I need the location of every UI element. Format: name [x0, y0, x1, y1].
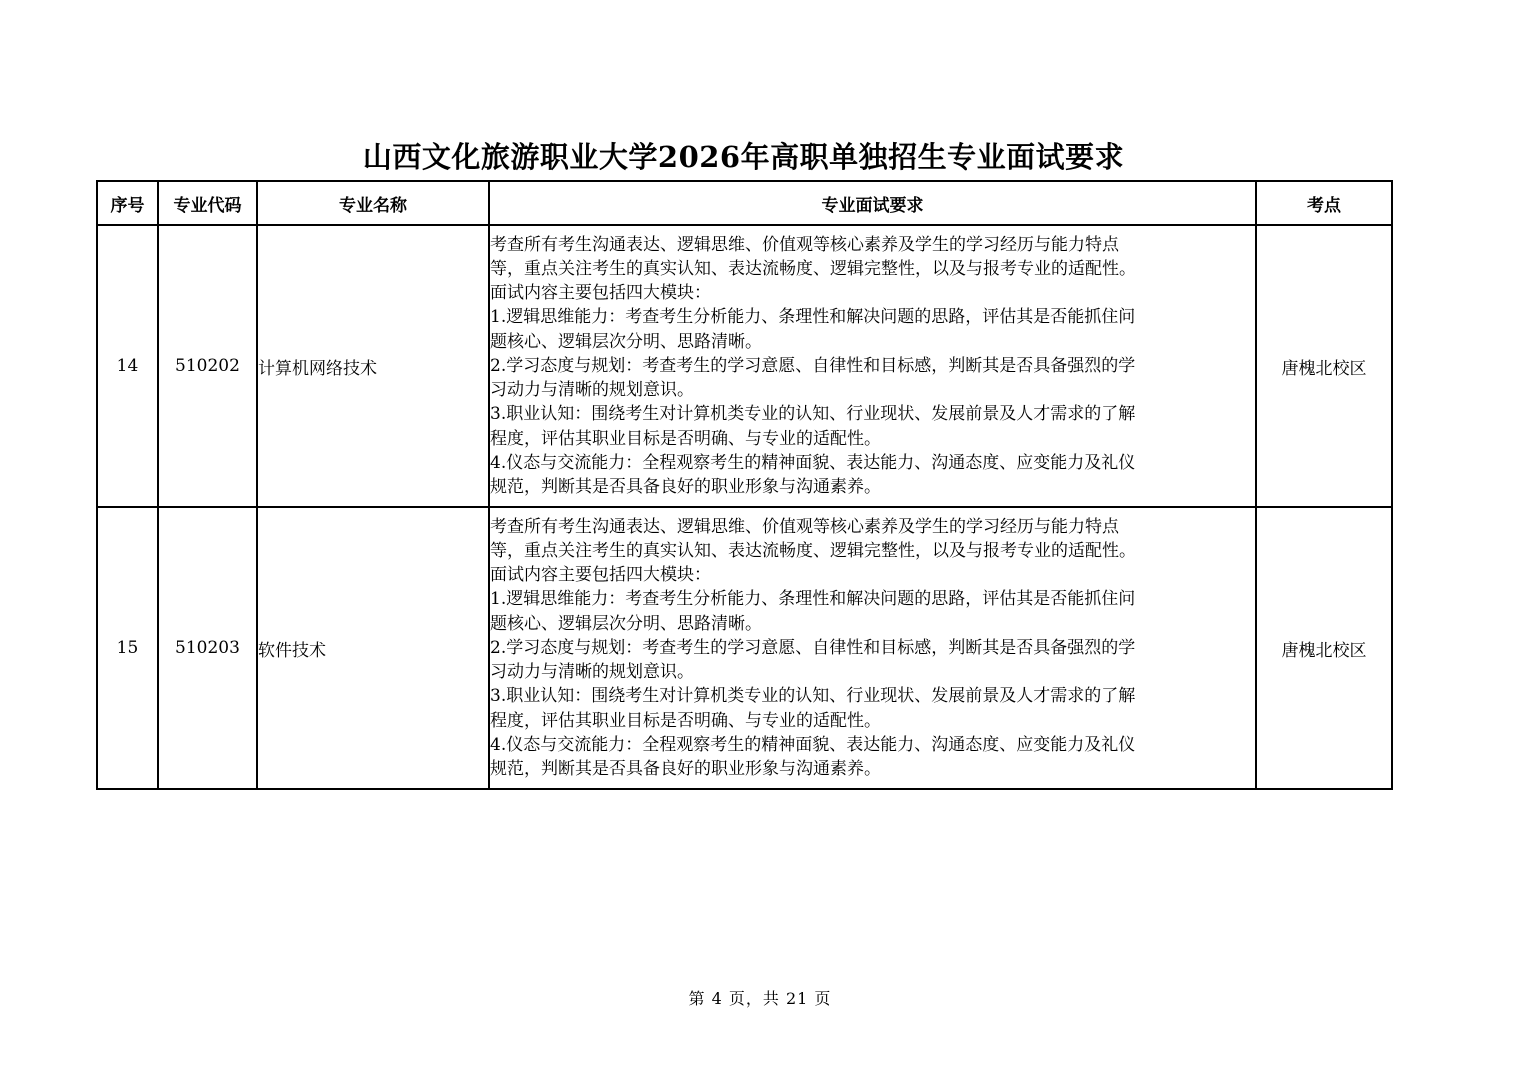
table-row	[97, 507, 1392, 789]
serial-number-cell: 14	[97, 225, 158, 507]
major-code-cell: 510202	[158, 225, 257, 507]
requirement-line: 习动力与清晰的规划意识。	[490, 380, 694, 401]
header-interview-requirements: 专业面试要求	[489, 181, 1256, 225]
requirement-line: 考查所有考生沟通表达、逻辑思维、价值观等核心素养及学生的学习经历与能力特点	[490, 516, 1119, 537]
requirement-line: 规范，判断其是否具备良好的职业形象与沟通素养。	[490, 758, 881, 779]
requirement-line: 面试内容主要包括四大模块：	[490, 565, 711, 586]
major-name-cell: 软件技术	[257, 507, 489, 789]
header-major-name: 专业名称	[257, 181, 489, 225]
requirement-line: 2.学习态度与规划：考查考生的学习意愿、自律性和目标感，判断其是否具备强烈的学	[490, 355, 1136, 376]
requirement-line: 面试内容主要包括四大模块：	[490, 283, 711, 304]
requirement-line: 考查所有考生沟通表达、逻辑思维、价值观等核心素养及学生的学习经历与能力特点	[490, 234, 1119, 255]
table-row	[97, 225, 1392, 507]
requirement-line: 题核心、逻辑层次分明、思路清晰。	[490, 331, 762, 352]
interview-requirements-cell	[489, 225, 1256, 507]
document-title: 山西文化旅游职业大学2026年高职单独招生专业面试要求	[362, 140, 1125, 174]
serial-number-cell: 15	[97, 507, 158, 789]
requirement-line: 等，重点关注考生的真实认知、表达流畅度、逻辑完整性，以及与报考专业的适配性。	[490, 541, 1136, 562]
exam-site-cell: 唐槐北校区	[1256, 507, 1392, 789]
exam-site-cell: 唐槐北校区	[1256, 225, 1392, 507]
header-exam-site: 考点	[1256, 181, 1392, 225]
interview-requirements-table	[96, 180, 1393, 790]
requirement-line: 2.学习态度与规划：考查考生的学习意愿、自律性和目标感，判断其是否具备强烈的学	[490, 637, 1136, 658]
major-name-cell: 计算机网络技术	[257, 225, 489, 507]
requirement-line: 程度，评估其职业目标是否明确、与专业的适配性。	[490, 710, 881, 731]
requirement-line: 程度，评估其职业目标是否明确、与专业的适配性。	[490, 428, 881, 449]
requirement-line: 规范，判断其是否具备良好的职业形象与沟通素养。	[490, 476, 881, 497]
requirement-line: 3.职业认知：围绕考生对计算机类专业的认知、行业现状、发展前景及人才需求的了解	[490, 686, 1136, 707]
requirement-line: 3.职业认知：围绕考生对计算机类专业的认知、行业现状、发展前景及人才需求的了解	[490, 404, 1136, 425]
header-serial-number: 序号	[97, 181, 158, 225]
header-major-code: 专业代码	[158, 181, 257, 225]
requirement-line: 1.逻辑思维能力：考查考生分析能力、条理性和解决问题的思路，评估其是否能抓住问	[490, 589, 1136, 610]
major-code-cell: 510203	[158, 507, 257, 789]
requirement-line: 1.逻辑思维能力：考查考生分析能力、条理性和解决问题的思路，评估其是否能抓住问	[490, 307, 1136, 328]
table-header-row	[97, 181, 1392, 225]
requirement-line: 4.仪态与交流能力：全程观察考生的精神面貌、表达能力、沟通态度、应变能力及礼仪	[490, 452, 1136, 473]
requirement-line: 题核心、逻辑层次分明、思路清晰。	[490, 613, 762, 634]
interview-requirements-cell	[489, 507, 1256, 789]
requirement-line: 习动力与清晰的规划意识。	[490, 662, 694, 683]
requirement-line: 等，重点关注考生的真实认知、表达流畅度、逻辑完整性，以及与报考专业的适配性。	[490, 259, 1136, 280]
page-number-footer: 第 4 页，共 21 页	[688, 989, 832, 1008]
requirement-line: 4.仪态与交流能力：全程观察考生的精神面貌、表达能力、沟通态度、应变能力及礼仪	[490, 734, 1136, 755]
